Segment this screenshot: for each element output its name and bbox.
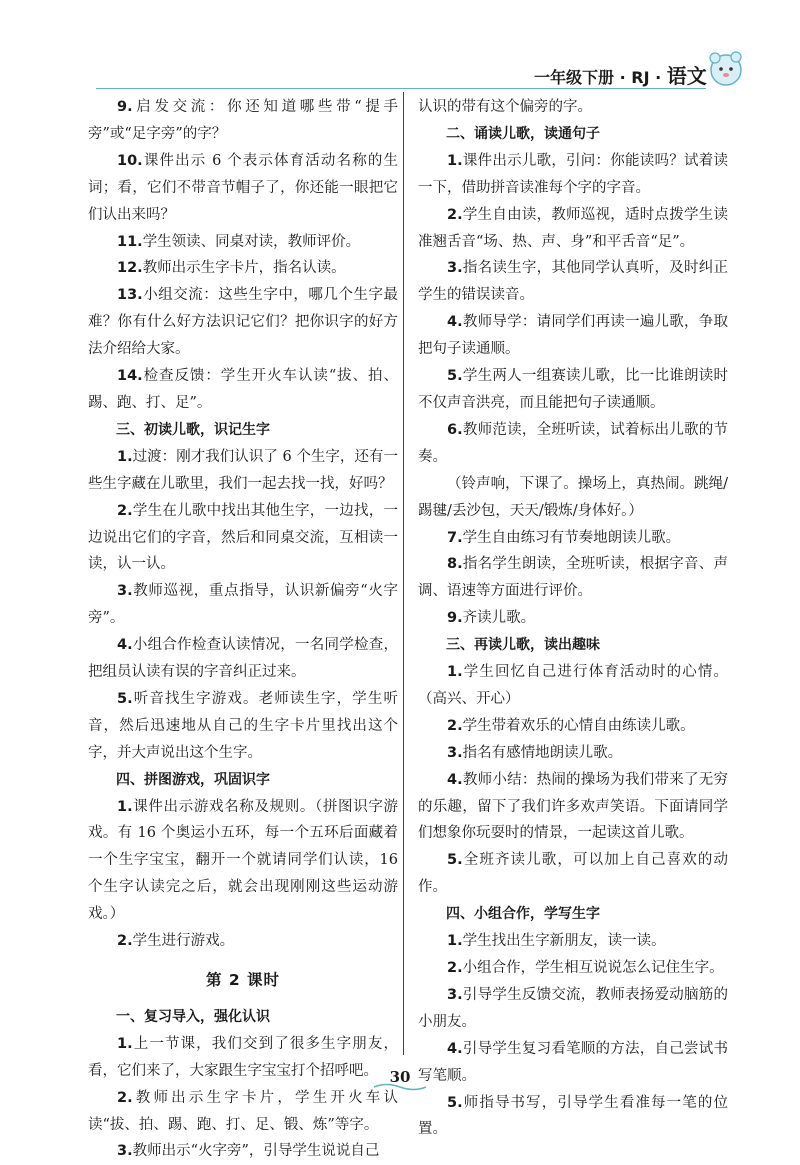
item-number: 2. [447,960,463,976]
item-number: 2. [447,206,463,223]
header-edition: RJ [631,68,650,87]
paragraph [418,471,728,525]
paragraph-text: 认识的带有这个偏旁的字。 [418,99,592,115]
paragraph [418,309,728,363]
item-number: 7. [447,529,463,546]
item-number: 10. [117,152,143,169]
item-number: 2. [447,717,463,734]
item-number: 1. [447,933,463,950]
item-number: 3. [117,583,133,600]
paragraph [418,525,728,552]
paragraph-text: 引导学生复习看笔顺的方法，自己尝试书写笔顺。 [418,1040,728,1084]
item-number: 3. [117,1143,133,1160]
paragraph-text: 教师出示生字卡片，学生开火车认读“拔、拍、踢、跑、打、足、锻、炼”等字。 [88,1089,398,1133]
paragraph [88,498,398,579]
paragraph [418,928,728,955]
section-heading: 一、复习导入，强化认识 [116,1008,270,1025]
paragraph [418,202,728,256]
paragraph [88,632,398,686]
paragraph-text: 教师出示“火字旁”，引导学生说说自己 [132,1143,380,1160]
paragraph [88,1138,398,1165]
section-heading: 二、诵读儿歌，读通句子 [446,125,600,142]
paragraph-text: 学生自由读，教师巡视，适时点拨学生读准翘舌音“场、热、声、身”和平舌音“足”。 [418,206,728,250]
paragraph-text: 教师范读，全班听读，试着标出儿歌的节奏。 [418,421,728,465]
paragraph-text: 过渡：刚才我们认识了 6 个生字，还有一些生字藏在儿歌里，我们一起去找一找，好吗？ [88,448,398,492]
paragraph [88,363,398,417]
paragraph [418,847,728,901]
section-heading: 三、再读儿歌，读出趣味 [446,637,600,654]
section-heading: 四、拼图游戏，巩固识字 [116,771,270,788]
lesson-title: 第 2 课时 [205,971,281,989]
paragraph [418,767,728,848]
paragraph-text: 学生自由练习有节奏地朗读儿歌。 [462,529,681,546]
paragraph-text: 教师导学：请同学们再读一遍儿歌，争取把句子读通顺。 [418,314,728,358]
paragraph-text: 学生找出生字新朋友，读一读。 [462,933,666,950]
paragraph [418,605,728,632]
header-grade: 一年级下册 [534,68,615,87]
paragraph [88,686,398,767]
item-number: 9. [117,99,133,115]
paragraph [418,713,728,740]
paragraph-text: 教师巡视，重点指导，认识新偏旁“火字旁”。 [88,583,398,627]
right-column [418,94,728,1143]
item-number: 1. [447,664,463,681]
item-number: 5. [447,852,463,869]
header-subject: 语文 [666,64,707,88]
page-number-ornament [372,1082,428,1092]
paragraph [88,255,398,282]
paragraph-text: 教师出示生字卡片，指名认读。 [142,260,346,277]
paragraph [418,148,728,202]
item-number: 1. [117,1035,133,1052]
item-number: 9. [447,610,463,627]
item-number: 14. [117,368,143,385]
paragraph-text: 指名读生字，其他同学认真听，及时纠正学生的错误读音。 [418,260,728,304]
paragraph [418,982,728,1036]
paragraph [418,659,728,713]
paragraph-text: 教师小结：热闹的操场为我们带来了无穷的乐趣，留下了我们许多欢声笑语。下面请同学们想象你玩耍时的情景，一起读这首儿歌。 [418,771,728,842]
paragraph-text: 学生两人一组赛读儿歌，比一比谁朗读时不仅声音洪亮，而且能把句子读通顺。 [418,368,728,411]
item-number: 1. [117,798,133,815]
paragraph [418,94,728,121]
section-heading: 四、小组合作，学写生字 [446,906,600,923]
item-number: 4. [447,771,463,788]
paragraph-text: 小组合作检查认读情况，一名同学检查，把组员认读有误的字音纠正过来。 [88,637,398,681]
paragraph-text: 小组交流：这些生字中，哪几个生字最难？你有什么好方法识记它们？把你识字的好方法介绍给大家。 [88,287,398,358]
section-heading: 三、初读儿歌，识记生字 [116,421,270,438]
paragraph-text: 学生在儿歌中找出其他生字，一边找，一边说出它们的字音，然后和同桌交流，互相读一读，认一认。 [88,502,398,573]
item-number: 8. [447,556,463,573]
paragraph [88,1085,398,1139]
item-number: 2. [117,933,133,950]
paragraph-text: 指名有感情地朗读儿歌。 [462,744,623,761]
paragraph [88,282,398,363]
item-number: 3. [447,986,463,1003]
paragraph [88,148,398,229]
paragraph-text: 检查反馈：学生开火车认读“拔、拍、踢、跑、打、足”。 [88,368,398,411]
paragraph [88,94,398,148]
item-number: 5. [447,1094,463,1111]
item-number: 4. [447,1040,463,1057]
paragraph-text: 学生领读、同桌对读，教师评价。 [142,233,361,250]
paragraph [418,740,728,767]
item-number: 4. [447,314,463,331]
item-number: 1. [117,448,133,465]
column-divider [403,92,404,1055]
paragraph-text: 上一节课，我们交到了很多生字朋友，看，它们来了，大家跟生字宝宝打个招呼吧。 [88,1035,398,1079]
paragraph [88,578,398,632]
paragraph [418,417,728,471]
left-column [88,94,398,1165]
header-rule [96,88,706,89]
paragraph [88,928,398,955]
paragraph [418,255,728,309]
paragraph-text: 师指导书写，引导学生看准每一笔的位置。 [418,1094,728,1138]
paragraph-text: 课件出示 6 个表示体育活动名称的生词；看，它们不带音节帽子了，你还能一眼把它们认出来吗？ [88,152,398,223]
item-number: 11. [117,233,143,250]
item-number: 5. [447,368,463,385]
paragraph-text: （铃声响，下课了。操场上，真热闹。跳绳/踢毽/丢沙包，天天/锻炼/身体好。） [418,475,728,519]
paragraph-text: 学生带着欢乐的心情自由练读儿歌。 [462,717,695,734]
item-number: 13. [117,287,143,304]
paragraph [418,363,728,417]
paragraph [88,794,398,929]
paragraph-text: 课件出示游戏名称及规则。（拼图识字游戏。有 16 个奥运小五环，每一个五环后面藏着一个生字宝宝，翻开一个就请同学们认读，16 个生字认读完之后，就会出现刚刚这些运动游戏。） [88,798,398,923]
running-header [534,60,707,89]
paragraph [418,1090,728,1144]
paragraph-text: 小组合作，学生相互说说怎么记住生字。 [462,960,724,976]
paragraph-text: 全班齐读儿歌，可以加上自己喜欢的动作。 [418,852,728,896]
item-number: 5. [117,690,133,707]
item-number: 6. [447,421,463,438]
item-number: 3. [447,260,463,277]
header-sep-1: · [619,68,626,87]
item-number: 2. [117,502,133,519]
cartoon-mascot-icon [700,44,746,90]
paragraph-text: 指名学生朗读，全班听读，根据字音、声调、语速等方面进行评价。 [418,556,728,600]
item-number: 1. [447,152,463,169]
paragraph-text: 齐读儿歌。 [462,610,536,627]
paragraph [418,551,728,605]
page-number: 30 [389,1068,411,1086]
paragraph [88,444,398,498]
item-number: 2. [117,1089,133,1106]
paragraph [418,955,728,982]
paragraph-text: 学生进行游戏。 [132,933,235,950]
paragraph-text: 课件出示儿歌，引问：你能读吗？试着读一下，借助拼音读准每个字的字音。 [418,152,728,196]
item-number: 12. [117,260,143,277]
paragraph-text: 学生回忆自己进行体育活动时的心情。（高兴、开心） [418,664,728,707]
paragraph-text: 引导学生反馈交流，教师表扬爱动脑筋的小朋友。 [418,986,728,1030]
paragraph-text: 听音找生字游戏。老师读生字，学生听音，然后迅速地从自己的生字卡片里找出这个字，并大声说出这个生字。 [88,690,398,761]
paragraph-text: 启发交流：你还知道哪些带“提手旁”或“足字旁”的字？ [88,99,398,142]
item-number: 3. [447,744,463,761]
paragraph [88,229,398,256]
header-sep-2: · [655,68,662,87]
item-number: 4. [117,637,133,654]
